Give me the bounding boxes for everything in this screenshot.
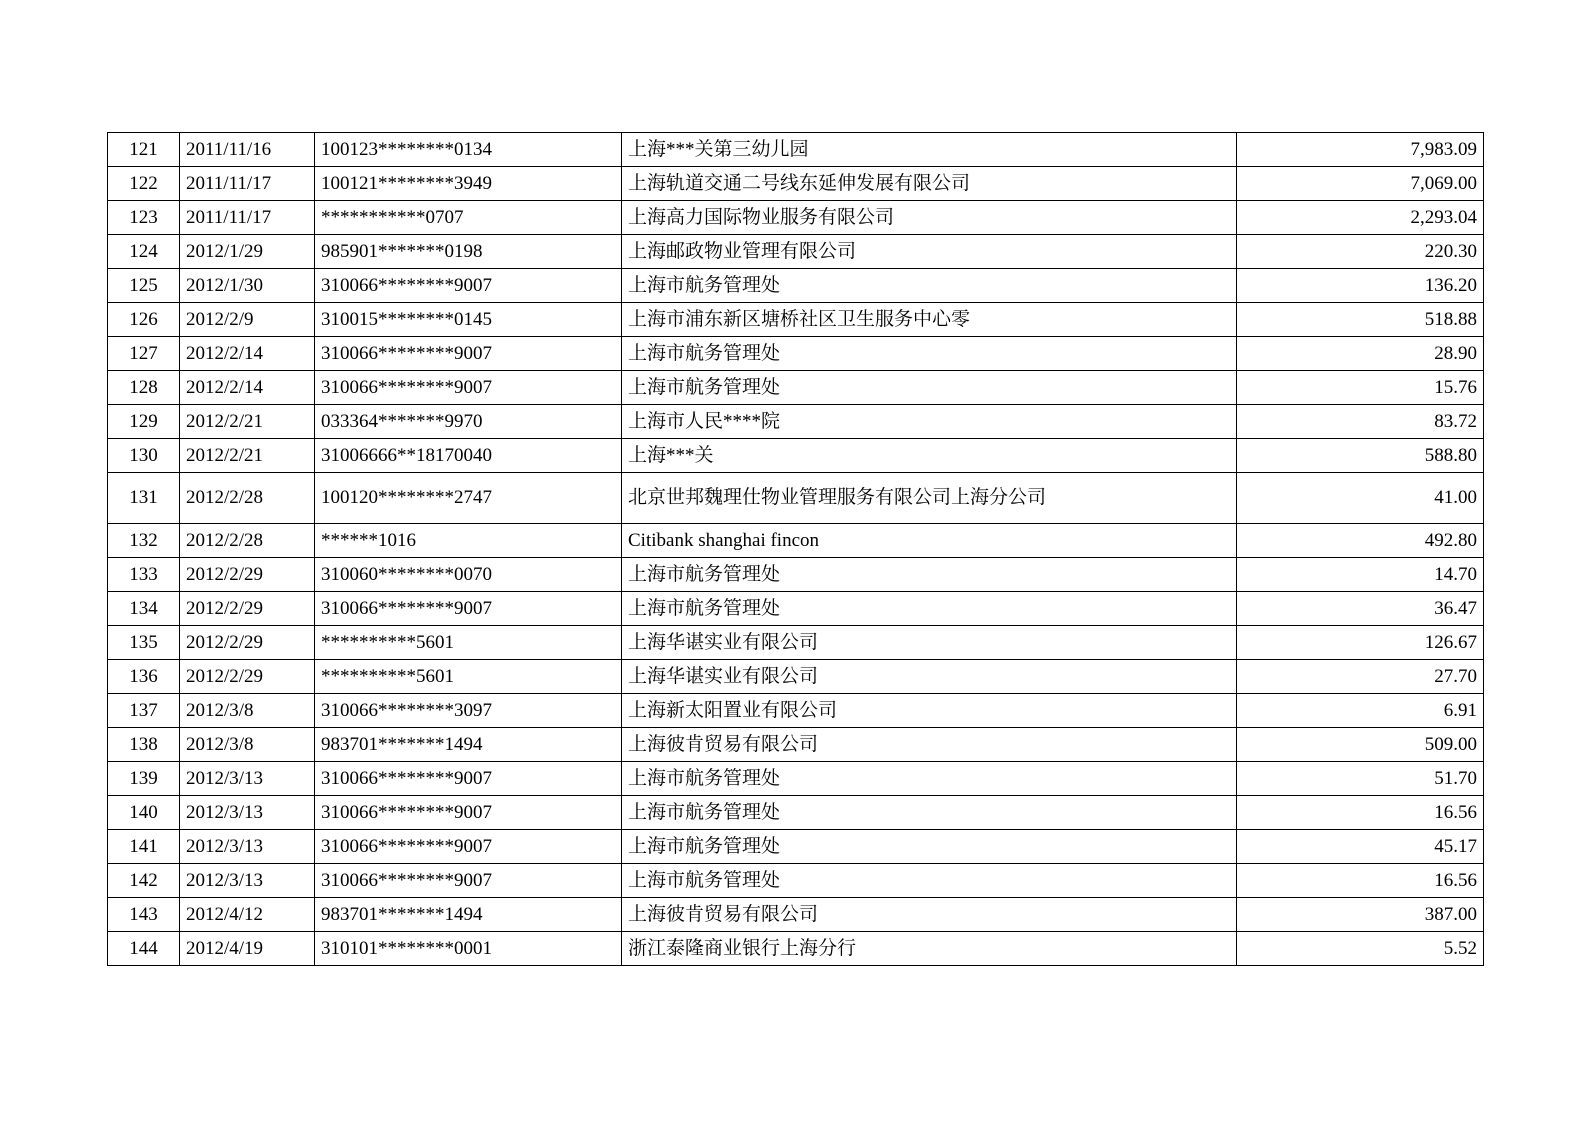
row-index-cell: 128	[108, 371, 180, 405]
row-index-cell: 126	[108, 303, 180, 337]
table-row	[108, 167, 1484, 201]
row-amount-cell: 220.30	[1237, 235, 1484, 269]
row-date-cell: 2012/3/13	[180, 762, 315, 796]
row-amount-cell: 6.91	[1237, 694, 1484, 728]
row-index-cell: 131	[108, 473, 180, 524]
row-amount-cell: 16.56	[1237, 796, 1484, 830]
row-account-cell: 100123********0134	[315, 133, 622, 167]
row-payee-cell: 上海华谌实业有限公司	[622, 660, 1237, 694]
row-index-cell: 134	[108, 592, 180, 626]
table-row	[108, 660, 1484, 694]
row-payee-cell: 上海市航务管理处	[622, 796, 1237, 830]
row-date-cell: 2011/11/16	[180, 133, 315, 167]
row-date-cell: 2012/1/30	[180, 269, 315, 303]
table-row	[108, 728, 1484, 762]
row-date-cell: 2012/2/29	[180, 660, 315, 694]
row-date-cell: 2012/2/21	[180, 439, 315, 473]
row-date-cell: 2012/3/8	[180, 694, 315, 728]
row-payee-cell: 上海市航务管理处	[622, 337, 1237, 371]
row-amount-cell: 588.80	[1237, 439, 1484, 473]
row-account-cell: 985901*******0198	[315, 235, 622, 269]
row-index-cell: 144	[108, 932, 180, 966]
row-account-cell: 31006666**18170040	[315, 439, 622, 473]
row-index-cell: 143	[108, 898, 180, 932]
table-row	[108, 439, 1484, 473]
row-payee-cell: 上海市航务管理处	[622, 371, 1237, 405]
row-payee-cell: 上海***关	[622, 439, 1237, 473]
row-amount-cell: 7,069.00	[1237, 167, 1484, 201]
row-index-cell: 122	[108, 167, 180, 201]
row-amount-cell: 45.17	[1237, 830, 1484, 864]
table-row	[108, 592, 1484, 626]
row-index-cell: 124	[108, 235, 180, 269]
row-account-cell: 310066********9007	[315, 864, 622, 898]
row-index-cell: 142	[108, 864, 180, 898]
table-row	[108, 201, 1484, 235]
row-date-cell: 2012/3/13	[180, 864, 315, 898]
table-row	[108, 626, 1484, 660]
row-payee-cell: 北京世邦魏理仕物业管理服务有限公司上海分公司	[622, 473, 1237, 524]
row-index-cell: 123	[108, 201, 180, 235]
row-date-cell: 2012/3/13	[180, 796, 315, 830]
table-row	[108, 762, 1484, 796]
table-row	[108, 337, 1484, 371]
table-row	[108, 405, 1484, 439]
row-index-cell: 129	[108, 405, 180, 439]
table-row	[108, 796, 1484, 830]
row-amount-cell: 136.20	[1237, 269, 1484, 303]
row-amount-cell: 36.47	[1237, 592, 1484, 626]
row-date-cell: 2012/2/29	[180, 626, 315, 660]
row-account-cell: 983701*******1494	[315, 898, 622, 932]
row-account-cell: 100120********2747	[315, 473, 622, 524]
row-account-cell: 310066********9007	[315, 796, 622, 830]
row-payee-cell: Citibank shanghai fincon	[622, 524, 1237, 558]
row-account-cell: 100121********3949	[315, 167, 622, 201]
row-payee-cell: 上海市浦东新区塘桥社区卫生服务中心零	[622, 303, 1237, 337]
row-amount-cell: 27.70	[1237, 660, 1484, 694]
table-row	[108, 558, 1484, 592]
row-amount-cell: 83.72	[1237, 405, 1484, 439]
row-date-cell: 2012/1/29	[180, 235, 315, 269]
row-index-cell: 139	[108, 762, 180, 796]
row-payee-cell: 上海高力国际物业服务有限公司	[622, 201, 1237, 235]
row-payee-cell: 上海市航务管理处	[622, 592, 1237, 626]
row-date-cell: 2012/2/28	[180, 524, 315, 558]
row-amount-cell: 5.52	[1237, 932, 1484, 966]
row-date-cell: 2011/11/17	[180, 201, 315, 235]
row-date-cell: 2012/4/12	[180, 898, 315, 932]
ledger-table-body	[108, 133, 1484, 966]
row-account-cell: 310101********0001	[315, 932, 622, 966]
row-payee-cell: 上海新太阳置业有限公司	[622, 694, 1237, 728]
row-amount-cell: 7,983.09	[1237, 133, 1484, 167]
row-amount-cell: 16.56	[1237, 864, 1484, 898]
row-account-cell: **********5601	[315, 626, 622, 660]
row-amount-cell: 41.00	[1237, 473, 1484, 524]
row-index-cell: 141	[108, 830, 180, 864]
row-account-cell: 310066********9007	[315, 269, 622, 303]
row-date-cell: 2012/2/29	[180, 592, 315, 626]
row-index-cell: 138	[108, 728, 180, 762]
row-account-cell: 310066********9007	[315, 337, 622, 371]
row-payee-cell: 上海市航务管理处	[622, 558, 1237, 592]
table-row	[108, 898, 1484, 932]
table-row	[108, 371, 1484, 405]
row-amount-cell: 15.76	[1237, 371, 1484, 405]
table-row	[108, 303, 1484, 337]
row-index-cell: 136	[108, 660, 180, 694]
row-account-cell: 983701*******1494	[315, 728, 622, 762]
table-row	[108, 694, 1484, 728]
row-amount-cell: 51.70	[1237, 762, 1484, 796]
row-payee-cell: 上海彼肯贸易有限公司	[622, 898, 1237, 932]
row-amount-cell: 492.80	[1237, 524, 1484, 558]
table-row	[108, 473, 1484, 524]
table-row	[108, 524, 1484, 558]
row-payee-cell: 上海华谌实业有限公司	[622, 626, 1237, 660]
row-payee-cell: 上海***关第三幼儿园	[622, 133, 1237, 167]
row-account-cell: **********5601	[315, 660, 622, 694]
row-index-cell: 137	[108, 694, 180, 728]
row-date-cell: 2011/11/17	[180, 167, 315, 201]
row-index-cell: 127	[108, 337, 180, 371]
row-account-cell: 310066********3097	[315, 694, 622, 728]
table-row	[108, 269, 1484, 303]
row-date-cell: 2012/2/21	[180, 405, 315, 439]
row-amount-cell: 14.70	[1237, 558, 1484, 592]
row-account-cell: 310066********9007	[315, 592, 622, 626]
row-payee-cell: 上海彼肯贸易有限公司	[622, 728, 1237, 762]
row-index-cell: 133	[108, 558, 180, 592]
row-index-cell: 135	[108, 626, 180, 660]
row-account-cell: 310066********9007	[315, 830, 622, 864]
row-index-cell: 121	[108, 133, 180, 167]
row-account-cell: 310066********9007	[315, 371, 622, 405]
row-date-cell: 2012/2/14	[180, 337, 315, 371]
row-payee-cell: 上海轨道交通二号线东延伸发展有限公司	[622, 167, 1237, 201]
row-account-cell: 310015********0145	[315, 303, 622, 337]
row-index-cell: 130	[108, 439, 180, 473]
row-payee-cell: 浙江泰隆商业银行上海分行	[622, 932, 1237, 966]
row-date-cell: 2012/2/14	[180, 371, 315, 405]
row-date-cell: 2012/3/8	[180, 728, 315, 762]
row-date-cell: 2012/2/9	[180, 303, 315, 337]
row-payee-cell: 上海市航务管理处	[622, 830, 1237, 864]
row-amount-cell: 2,293.04	[1237, 201, 1484, 235]
row-amount-cell: 518.88	[1237, 303, 1484, 337]
row-payee-cell: 上海市航务管理处	[622, 762, 1237, 796]
table-row	[108, 932, 1484, 966]
table-row	[108, 133, 1484, 167]
row-date-cell: 2012/3/13	[180, 830, 315, 864]
table-row	[108, 864, 1484, 898]
row-index-cell: 132	[108, 524, 180, 558]
table-row	[108, 235, 1484, 269]
row-date-cell: 2012/2/28	[180, 473, 315, 524]
row-index-cell: 125	[108, 269, 180, 303]
ledger-table	[107, 132, 1484, 966]
row-date-cell: 2012/2/29	[180, 558, 315, 592]
row-amount-cell: 509.00	[1237, 728, 1484, 762]
row-payee-cell: 上海邮政物业管理有限公司	[622, 235, 1237, 269]
row-payee-cell: 上海市人民****院	[622, 405, 1237, 439]
ledger-table-container	[107, 132, 1483, 966]
row-account-cell: ***********0707	[315, 201, 622, 235]
table-row	[108, 830, 1484, 864]
row-date-cell: 2012/4/19	[180, 932, 315, 966]
row-payee-cell: 上海市航务管理处	[622, 864, 1237, 898]
row-account-cell: 310066********9007	[315, 762, 622, 796]
row-index-cell: 140	[108, 796, 180, 830]
row-account-cell: 033364*******9970	[315, 405, 622, 439]
row-amount-cell: 126.67	[1237, 626, 1484, 660]
row-account-cell: ******1016	[315, 524, 622, 558]
row-amount-cell: 28.90	[1237, 337, 1484, 371]
row-payee-cell: 上海市航务管理处	[622, 269, 1237, 303]
row-account-cell: 310060********0070	[315, 558, 622, 592]
row-amount-cell: 387.00	[1237, 898, 1484, 932]
